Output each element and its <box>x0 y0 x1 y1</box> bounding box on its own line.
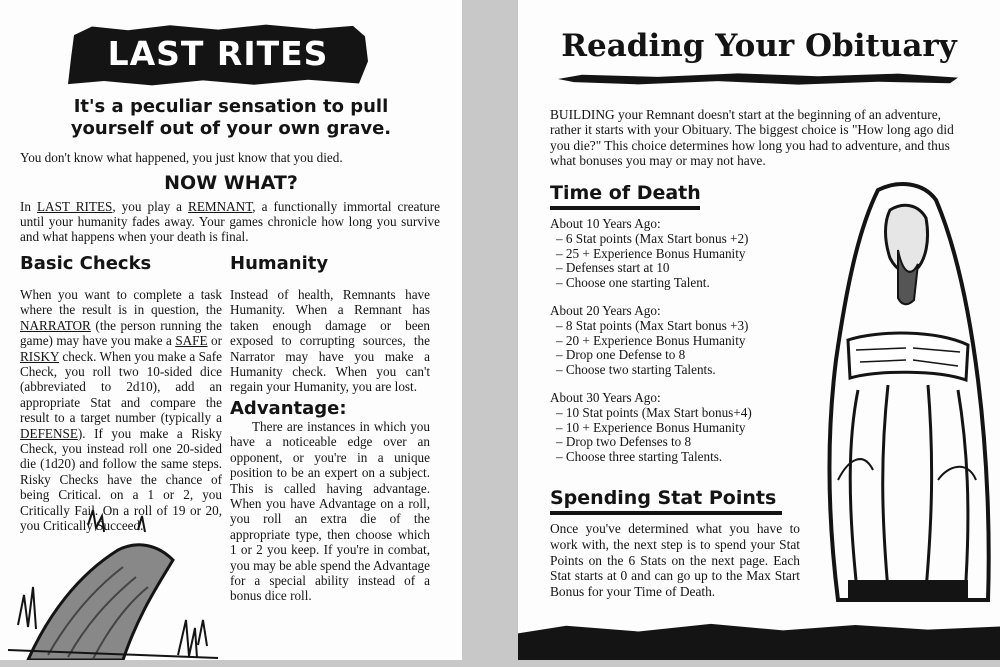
option-20-years <box>550 304 748 378</box>
time-of-death-heading: Time of Death <box>550 182 701 204</box>
option-item: – Choose one starting Talent. <box>556 275 710 291</box>
time-of-death-underline <box>550 206 700 210</box>
risky-term: RISKY <box>20 348 60 364</box>
lede <box>30 96 432 140</box>
option-item: – 20 + Experience Bonus Humanity <box>556 332 746 348</box>
option-item: – 25 + Experience Bonus Humanity <box>556 245 746 261</box>
lede-line-1: It's a peculiar sensation to pull <box>73 96 389 117</box>
basic-checks-text-3: or <box>207 333 222 349</box>
narrator-term: NARRATOR <box>20 317 91 333</box>
humanity-paragraph: Instead of health, Remnants have Humanity. When a Remnant has taken enough damage or been exposed to corrupting sources, the Narrator may have you make a Humanity check. When you can't regain your Humanity, you are lost. <box>230 287 430 395</box>
basic-checks-paragraph <box>20 287 222 534</box>
spending-underline <box>550 511 782 515</box>
option-item: – 6 Stat points (Max Start bonus +2) <box>556 230 749 246</box>
option-item: – 8 Stat points (Max Start bonus +3) <box>556 317 749 333</box>
left-page <box>0 0 462 660</box>
basic-checks-text-4: check. When you make a Safe Check, you roll two 10-sided dice (abbreviated to 2d10), add an appropriate Stat and compare the result to a target number (typically a <box>20 348 222 426</box>
option-item: – Drop two Defenses to 8 <box>556 434 692 450</box>
basic-checks-text-2: (the person running the game) may have you make a <box>20 317 222 349</box>
advantage-heading: Advantage: <box>230 398 347 419</box>
now-what-text-c: , a functionally immortal creature until your humanity fades away. Your games chronicle how long you survive and what happens when your death is final. <box>20 199 440 244</box>
option-item: – Choose two starting Talents. <box>556 362 716 378</box>
right-page <box>518 0 1000 660</box>
last-rites-term: LAST RITES <box>37 199 113 214</box>
lede-line-2: yourself out of your own grave. <box>70 118 392 139</box>
option-item: – 10 Stat points (Max Start bonus+4) <box>556 404 752 420</box>
grave-illustration <box>8 505 228 660</box>
option-item: – Choose three starting Talents. <box>556 449 723 465</box>
page-title: LAST RITES <box>107 34 329 73</box>
humanity-heading: Humanity <box>230 253 329 274</box>
intro-text: You don't know what happened, you just know that you died. <box>20 150 343 165</box>
safe-term: SAFE <box>175 333 208 349</box>
option-item: – 10 + Experience Bonus Humanity <box>556 419 746 435</box>
now-what-paragraph <box>20 199 440 244</box>
footer-brush-stroke <box>518 622 1000 660</box>
option-30-years <box>550 391 752 465</box>
option-item: – Defenses start at 10 <box>556 260 670 276</box>
right-page-title: Reading Your Obituary <box>561 28 957 64</box>
option-10-years <box>550 217 748 291</box>
spending-stat-points-heading: Spending Stat Points <box>550 487 777 509</box>
basic-checks-heading: Basic Checks <box>20 253 152 274</box>
statue-illustration <box>818 180 993 620</box>
now-what-heading: NOW WHAT? <box>164 172 298 194</box>
now-what-text-a: In <box>20 199 37 214</box>
option-item: – Drop one Defense to 8 <box>556 347 686 363</box>
basic-checks-text-5: ). If you make a Risky Check, you instead roll one 20-sided die (1d20) and follow the same steps. Risky Checks have the chance of being Critical. on a 1 or 2, you Critically Fail. On a roll of 19 or 20, you Critically Succeed. <box>20 425 222 534</box>
title-brush-stroke <box>558 72 958 86</box>
remnant-term: REMNANT <box>188 199 253 214</box>
basic-checks-text-1: When you want to complete a task where the result is in question, the <box>20 287 222 318</box>
option-label: About 20 Years Ago: <box>550 303 661 318</box>
advantage-paragraph: There are instances in which you have a noticeable edge over an opponent, or you're in a unique position to be an expert on a subject. This is called having advantage. When you have Advantage on a roll, you roll an extra die of the appropriate type, then choose which 1 or 2 you keep. If you're in combat, you may be able spend the Advantage for a special ability instead of a bonus dice roll. <box>230 419 430 604</box>
defense-term: DEFENSE <box>20 425 78 441</box>
spending-paragraph: Once you've determined what you have to work with, the next step is to spend your Stat Points on the 6 Stats on the next page. Each Stat starts at 0 and can go up to the Max Start Bonus for your Time of Death. <box>550 521 800 600</box>
option-label: About 30 Years Ago: <box>550 390 661 405</box>
option-label: About 10 Years Ago: <box>550 216 661 231</box>
obituary-intro: BUILDING your Remnant doesn't start at the beginning of an adventure, rather it starts with your Obituary. The biggest choice is "How long ago did you die?" This choice determines how long you had to adventure, and thus what bonuses you may or may not have. <box>550 107 954 169</box>
now-what-text-b: , you play a <box>112 199 189 214</box>
